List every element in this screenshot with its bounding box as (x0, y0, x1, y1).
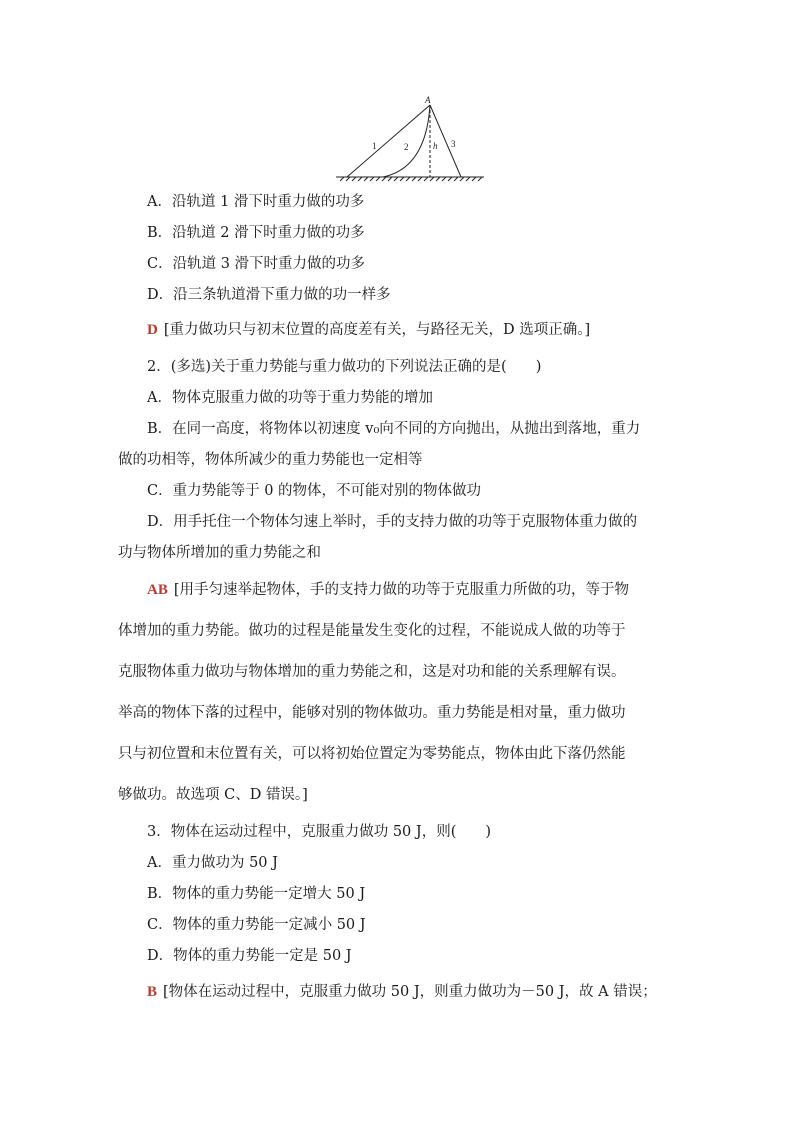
ground-hatching (340, 177, 482, 181)
q2-option-c: C．重力势能等于 0 的物体，不可能对别的物体做功 (147, 483, 482, 499)
q2-option-b-line1: B．在同一高度，将物体以初速度 v₀向不同的方向抛出，从抛出到落地，重力 (147, 421, 641, 437)
track-3-label: 3 (451, 139, 456, 149)
q2-explanation-line-6: 够做功。故选项 C、D 错误。] (118, 787, 308, 803)
q1-option-c: C．沿轨道 3 滑下时重力做的功多 (147, 256, 366, 272)
height-label: h (433, 141, 438, 151)
track-1 (347, 105, 430, 177)
track-2 (383, 105, 430, 177)
q1-option-d: D．沿三条轨道滑下重力做的功一样多 (147, 287, 391, 303)
q1-answer: D (147, 322, 158, 338)
q3-option-c: C．物体的重力势能一定减小 50 J (147, 917, 366, 933)
q3-explanation: [物体在运动过程中，克服重力做功 50 J，则重力做功为－50 J，故 A 错误； (163, 984, 657, 1000)
q1-explanation: [重力做功只与初末位置的高度差有关，与路径无关，D 选项正确。] (163, 322, 591, 338)
q2-answer-row (147, 580, 629, 600)
q2-stem: 2．(多选)关于重力势能与重力做功的下列说法正确的是( ) (147, 359, 542, 375)
track-1-label: 1 (372, 141, 377, 151)
q2-option-b-line2: 做的功相等，物体所减少的重力势能也一定相等 (118, 452, 423, 468)
track-diagram (0, 0, 794, 190)
q3-option-d: D．物体的重力势能一定是 50 J (147, 948, 352, 964)
q2-explanation-line-3: 克服物体重力做功与物体增加的重力势能之和，这是对功和能的关系理解有误。 (118, 664, 626, 680)
q2-option-d-line2: 功与物体所增加的重力势能之和 (118, 545, 321, 561)
q3-option-b: B．物体的重力势能一定增大 50 J (147, 886, 366, 902)
q2-option-a: A．物体克服重力做的功等于重力势能的增加 (147, 390, 433, 406)
q2-explanation-line-4: 举高的物体下落的过程中，能够对别的物体做功。重力势能是相对量，重力做功 (118, 705, 626, 721)
q2-answer: AB (147, 582, 168, 598)
q2-explanation-line-5: 只与初位置和末位置有关，可以将初始位置定为零势能点，物体由此下落仍然能 (118, 746, 626, 762)
q3-answer-row (147, 982, 657, 1002)
q1-option-a: A．沿轨道 1 滑下时重力做的功多 (147, 194, 365, 210)
q3-option-a: A．重力做功为 50 J (147, 855, 278, 871)
q2-explanation-line-1: [用手匀速举起物体，手的支持力做的功等于克服重力所做的功，等于物 (173, 582, 629, 598)
q1-option-b: B．沿轨道 2 滑下时重力做的功多 (147, 225, 365, 241)
point-a-label: A (425, 95, 431, 105)
q3-stem: 3．物体在运动过程中，克服重力做功 50 J，则( ) (147, 824, 492, 840)
q1-answer-row (147, 320, 590, 340)
q2-explanation-line-2: 体增加的重力势能。做功的过程是能量发生变化的过程，不能说成人做的功等于 (118, 623, 626, 639)
track-2-label: 2 (404, 142, 409, 152)
q3-answer: B (147, 984, 158, 1000)
q2-option-d-line1: D．用手托住一个物体匀速上举时，手的支持力做的功等于克服物体重力做的 (147, 514, 638, 530)
